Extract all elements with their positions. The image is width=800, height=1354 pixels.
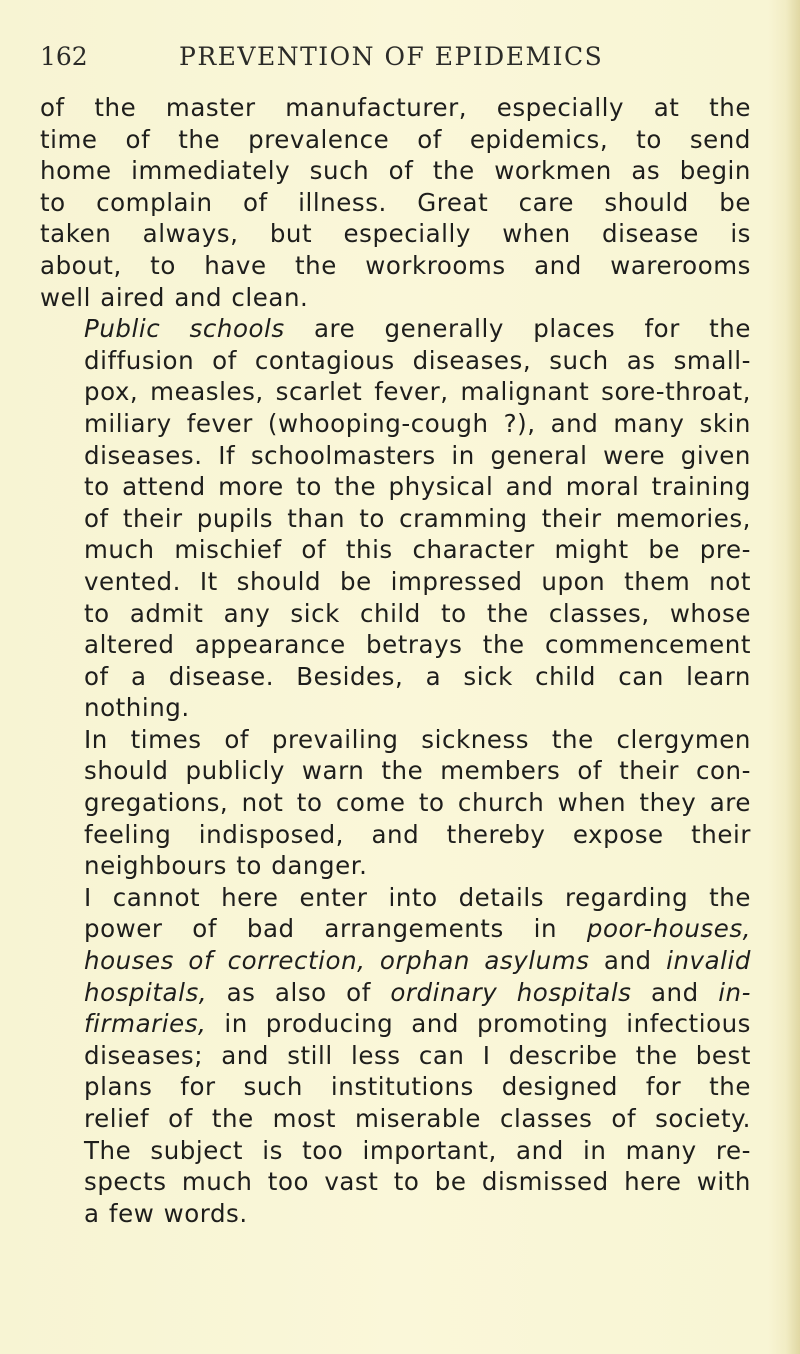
text-run: to attend more to the physical and moral training xyxy=(84,472,751,502)
text-line xyxy=(40,345,751,377)
text-run: The subject is too important, and in many re- xyxy=(84,1135,751,1165)
text-run: relief of the most miserable classes of society. xyxy=(84,1104,751,1133)
text-run: of the master manufacturer, especially at the xyxy=(40,93,751,122)
page-number: 162 xyxy=(40,42,88,71)
text-line xyxy=(40,977,751,1009)
italic-text: hospitals, xyxy=(84,977,208,1007)
text-run: plans for such institutions designed for the xyxy=(84,1072,751,1102)
text-run: of a disease. Besides, a sick child can learn xyxy=(84,661,751,691)
text-line xyxy=(40,787,751,819)
text-run: vented. It should be impressed upon them not xyxy=(84,566,751,596)
text-line xyxy=(40,1040,751,1072)
text-line xyxy=(40,755,751,787)
text-line xyxy=(40,534,751,566)
body-text xyxy=(40,92,751,1229)
text-line xyxy=(40,282,751,314)
text-run: home immediately such of the workmen as begin xyxy=(40,156,751,186)
text-run: In times of prevailing sickness the clergymen xyxy=(84,724,751,754)
text-run: feeling indisposed, and thereby expose their xyxy=(84,819,751,849)
text-run: I cannot here enter into details regarding the xyxy=(84,882,751,912)
text-run: to admit any sick child to the classes, whose xyxy=(84,598,751,628)
text-line xyxy=(40,503,751,535)
text-line xyxy=(40,1166,751,1198)
text-run: about, to have the workrooms and warerooms xyxy=(40,250,751,280)
text-run: a few words. xyxy=(84,1198,248,1228)
text-line xyxy=(40,313,751,345)
text-line xyxy=(40,218,751,250)
text-line xyxy=(40,913,751,945)
italic-text: invalid xyxy=(666,946,751,976)
text-run: should publicly warn the members of their con- xyxy=(84,756,751,786)
italic-text: firmaries, xyxy=(84,1009,207,1039)
text-line xyxy=(40,92,751,124)
text-line xyxy=(40,1008,751,1040)
italic-text: ordinary hospitals xyxy=(390,977,632,1007)
text-run: of their pupils than to cramming their memories, xyxy=(84,503,751,533)
text-run: nothing. xyxy=(84,693,190,723)
text-run: miliary fever (whooping-cough ?), and many skin xyxy=(84,408,751,438)
text-run: spects much too vast to be dismissed here with xyxy=(84,1167,751,1197)
text-run: to complain of illness. Great care should be xyxy=(40,187,751,217)
italic-text: Public schools xyxy=(84,314,285,344)
text-run: and xyxy=(589,946,667,976)
text-run: and xyxy=(631,977,719,1007)
page-edge-shading xyxy=(786,0,800,1354)
text-line xyxy=(40,882,751,914)
text-line xyxy=(40,471,751,503)
text-line xyxy=(40,376,751,408)
text-run: time of the prevalence of epidemics, to send xyxy=(40,124,751,154)
paragraph xyxy=(40,92,751,313)
text-line xyxy=(40,566,751,598)
italic-text: poor-houses, xyxy=(586,914,751,944)
text-run: diffusion of contagious diseases, such as small- xyxy=(84,345,751,375)
text-run: much mischief of this character might be pre- xyxy=(84,535,751,565)
text-run: altered appearance betrays the commencement xyxy=(84,630,751,660)
text-run: diseases; and still less can I describe the best xyxy=(84,1040,751,1070)
page-header xyxy=(40,40,760,74)
text-line xyxy=(40,250,751,282)
text-line xyxy=(40,1198,751,1230)
text-line xyxy=(40,155,751,187)
text-line xyxy=(40,1071,751,1103)
paragraph xyxy=(40,724,751,882)
text-line xyxy=(40,724,751,756)
text-line xyxy=(40,692,751,724)
text-run: gregations, not to come to church when they are xyxy=(84,788,751,818)
italic-text: houses of correction, orphan asylums xyxy=(84,946,590,976)
text-line xyxy=(40,124,751,156)
text-run: are generally places for the xyxy=(284,314,751,344)
text-line xyxy=(40,629,751,661)
text-line xyxy=(40,440,751,472)
text-line xyxy=(40,1103,751,1135)
running-head: PREVENTION OF EPIDEMICS xyxy=(179,42,604,71)
text-line xyxy=(40,850,751,882)
text-run: power of bad arrangements in xyxy=(84,914,587,944)
text-line xyxy=(40,661,751,693)
paragraph xyxy=(40,882,751,1230)
text-run: in producing and promoting infectious xyxy=(206,1009,751,1039)
text-run: neighbours to danger. xyxy=(84,851,368,881)
paragraph xyxy=(40,313,751,724)
text-line xyxy=(40,598,751,630)
text-run: well aired and clean. xyxy=(40,282,309,312)
text-run: taken always, but especially when disease is xyxy=(40,219,751,249)
text-run: as also of xyxy=(207,977,391,1007)
text-run: diseases. If schoolmasters in general were given xyxy=(84,440,751,470)
italic-text: in- xyxy=(718,977,752,1007)
text-line xyxy=(40,187,751,219)
text-line xyxy=(40,819,751,851)
text-line xyxy=(40,945,751,977)
text-run: pox, measles, scarlet fever, malignant sore-throat, xyxy=(84,377,751,407)
text-line xyxy=(40,1135,751,1167)
text-line xyxy=(40,408,751,440)
